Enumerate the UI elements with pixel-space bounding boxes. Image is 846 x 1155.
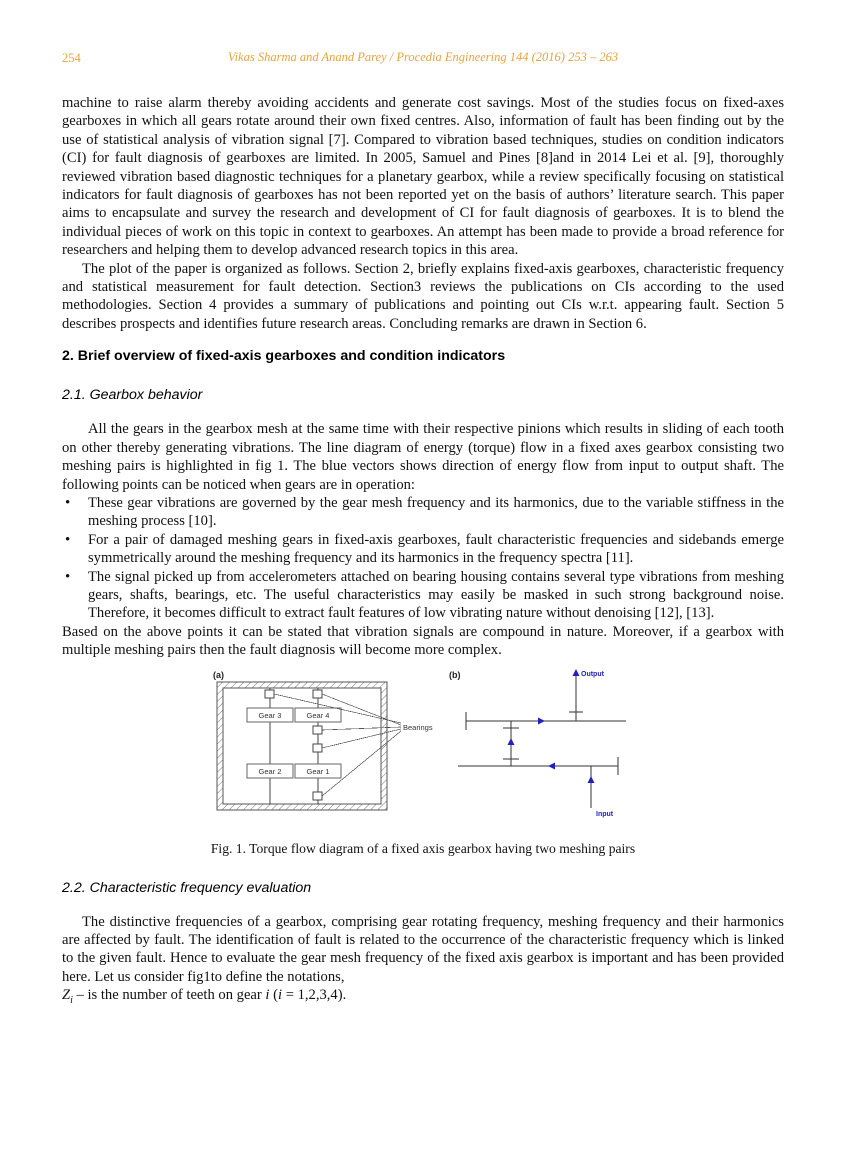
input-flow-arrow xyxy=(588,776,595,783)
notation-line xyxy=(62,986,784,1010)
gear-4-label: Gear 4 xyxy=(306,710,330,720)
notation-subscript: i xyxy=(70,995,73,1007)
gear-2-label: Gear 2 xyxy=(258,766,282,776)
paragraph-paper-plot: The plot of the paper is organized as follows. Section 2, briefly explains fixed-axis gearboxes, characteristic frequency and statistical measurement for fault detection. Section3 reviews the publications on CIs according to the used methodologies. Section 4 provides a summary of publications and pointing out CIs w.r.t. appearing fault. Section 5 describes prospects and identifies future research areas. Concluding remarks are drawn in Section 6. xyxy=(62,260,784,332)
paragraph-characteristic-frequency: The distinctive frequencies of a gearbox, comprising gear rotating frequency, meshing frequency and their harmonics are affected by fault. The identification of fault is related to the occurrence of the characteristic frequency which is linked to the given fault. Hence to evaluate the gear mesh frequency of the fixed axis gearbox is important and has been provided here. Let us consider fig1to define the notations, xyxy=(62,913,784,985)
gear-1-label: Gear 1 xyxy=(306,766,330,776)
bearing-square xyxy=(313,744,322,752)
gearbox-casing xyxy=(217,682,387,810)
bullet-item: • The signal picked up from accelerometers attached on bearing housing contains several type vibrations from meshing gears, shafts, bearings, etc. The useful characteristics may easily be masked in such strong background noise. Therefore, it becomes difficult to extract fault features of low vibrating nature without denoising [12], [13]. xyxy=(62,568,784,623)
notation-text: = 1,2,3,4). xyxy=(282,987,347,1004)
bearing-square xyxy=(265,690,274,698)
paragraph-gearbox-behavior: All the gears in the gearbox mesh at the same time with their respective pinions which results in sliding of each tooth on other thereby generating vibrations. The line diagram of energy (torque) flow in a fixed axes gearbox consisting two meshing pairs is highlighted in fig 1. The blue vectors shows direction of energy flow from input to output shaft. The following points can be noticed when gears are in operation: xyxy=(62,421,784,493)
notation-text: – is the number of teeth on gear xyxy=(72,987,266,1004)
figure-1 xyxy=(62,666,784,857)
bullet-item: • For a pair of damaged meshing gears in fixed-axis gearboxes, fault characteristic frequencies and sidebands emerge symmetrically around the meshing frequency and its harmonics in the frequency spectra [11]. xyxy=(62,531,784,568)
notation-var: i xyxy=(265,987,270,1004)
paragraph-based-on-points: Based on the above points it can be stated that vibration signals are compound in nature. Moreover, if a gearbox with multiple meshing pairs then the fault diagnosis will become more complex. xyxy=(62,623,784,659)
input-label: Input xyxy=(596,810,614,818)
section-2-heading: 2. Brief overview of fixed-axis gearboxes and condition indicators xyxy=(62,348,506,365)
paper-body xyxy=(62,94,784,1011)
page-header xyxy=(62,50,784,66)
figure-part-a-label: (a) xyxy=(213,669,224,680)
notation-text: ( xyxy=(269,987,278,1004)
output-label: Output xyxy=(581,670,604,678)
figure-1-caption: Fig. 1. Torque flow diagram of a fixed axis gearbox having two meshing pairs xyxy=(210,840,636,856)
notation-var: i xyxy=(277,987,283,1004)
bullet-item: • These gear vibrations are governed by the gear mesh frequency and its harmonics, due to the variable stiffness in the meshing process [10]. xyxy=(62,494,784,531)
paragraph-intro-continuation: machine to raise alarm thereby avoiding accidents and generate cost savings. Most of the studies focus on fixed-axes gearboxes in which all gears rotate around their own fixed centres. Also, information of fault has been finding out by the use of statistical analysis of vibration signal [7]. Compared to vibration based techniques, studies on condition indicators (CI) for fault diagnosis of gearboxes are limited. In 2005, Samuel and Pines [8]and in 2014 Lei et al. [9], thoroughly reviewed vibration based diagnostic techniques for a planetary gearbox, while a review specifically focusing on statistical indicators for fault diagnosis of gearboxes has not been reported yet on the basis of authors’ literature search. This paper aims to encapsulate and survey the research and development of CI for fault diagnosis of gearboxes. It is to blend the individual pieces of work on this topic in context to gearboxes. An attempt has been made to provide a broad reference for researchers and helping them to develop advanced research topics in this area. xyxy=(62,95,784,259)
output-flow-arrow xyxy=(573,669,580,676)
bearings-label: Bearings xyxy=(403,722,433,732)
section-2-1-heading: 2.1. Gearbox behavior xyxy=(62,387,203,404)
section-2-2-heading: 2.2. Characteristic frequency evaluation xyxy=(62,879,312,896)
figure-part-b-label: (b) xyxy=(449,669,461,680)
bullet-list xyxy=(62,494,784,623)
page-number: 254 xyxy=(62,51,81,65)
figure-1-diagram xyxy=(203,666,643,824)
up-flow-arrow xyxy=(508,738,515,745)
notation-symbol: Z xyxy=(62,987,71,1004)
gear-3-label: Gear 3 xyxy=(258,710,282,720)
right-flow-arrow xyxy=(538,717,545,724)
bearing-square xyxy=(313,792,322,800)
running-citation: Vikas Sharma and Anand Parey / Procedia Engineering 144 (2016) 253 – 263 xyxy=(227,50,619,64)
bearing-square xyxy=(313,726,322,734)
bearing-square xyxy=(313,690,322,698)
line-diagram xyxy=(458,676,626,808)
casing-inner xyxy=(223,688,381,804)
left-flow-arrow xyxy=(548,762,555,769)
